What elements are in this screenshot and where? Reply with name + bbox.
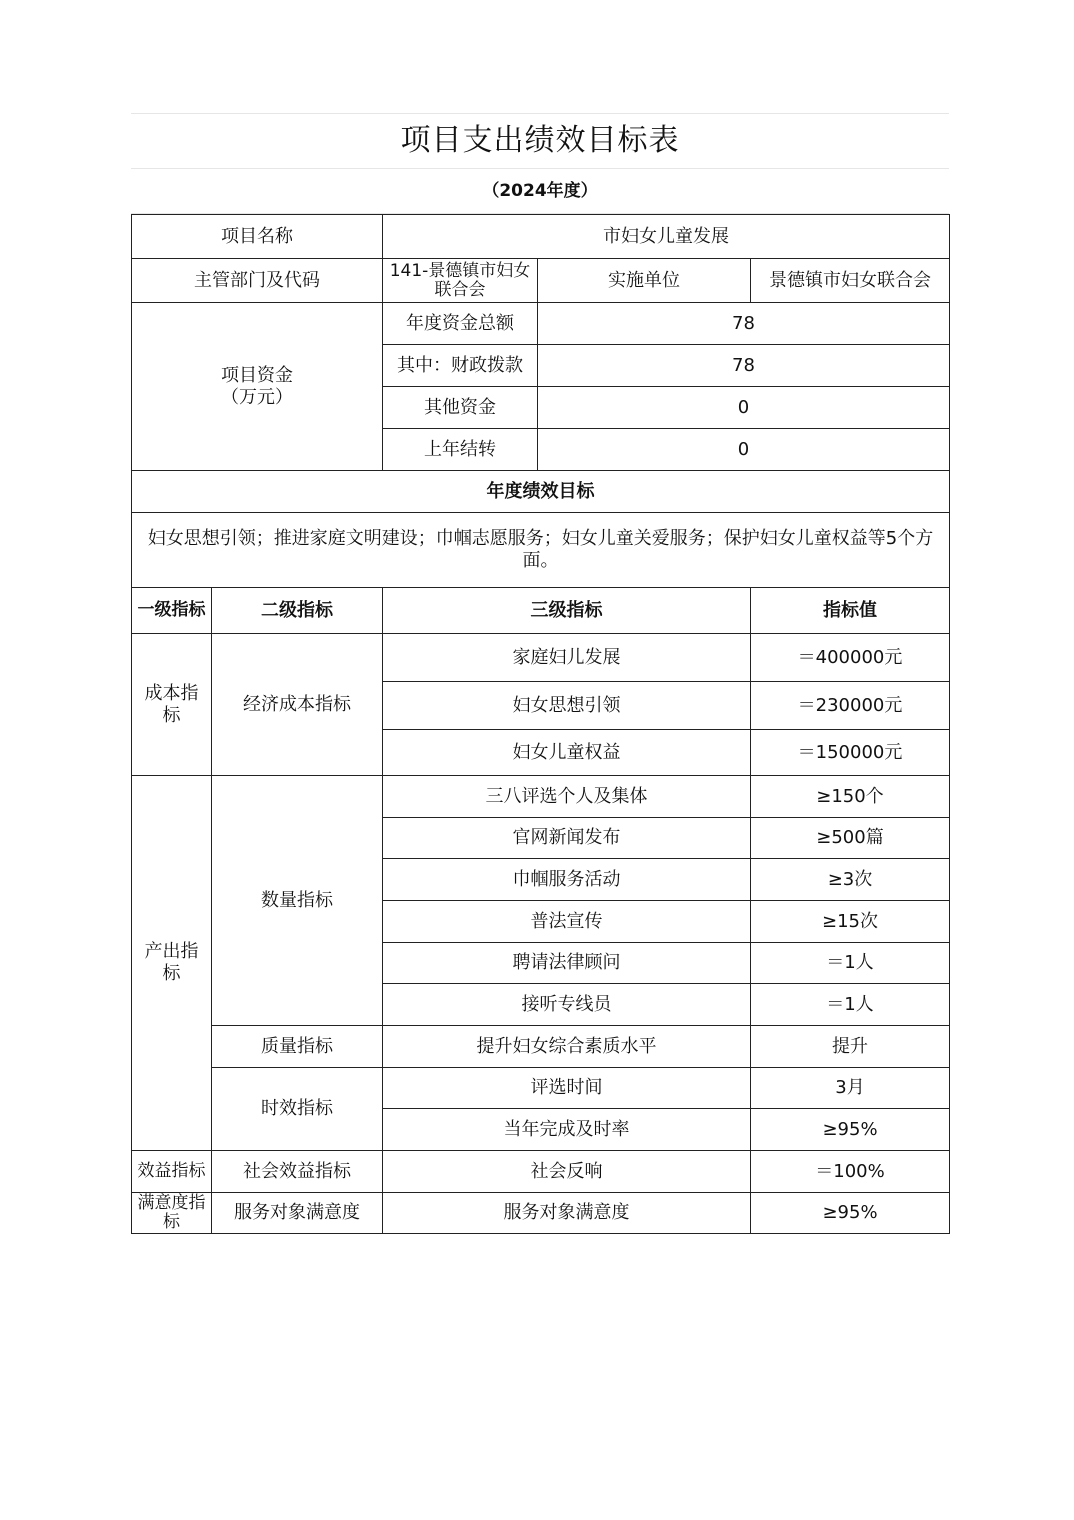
dept-label: 主管部门及代码 bbox=[132, 259, 383, 303]
goal-header: 年度绩效目标 bbox=[132, 471, 950, 513]
table-row bbox=[132, 1151, 950, 1193]
indicator-value: ≥15次 bbox=[751, 901, 950, 943]
goal-text: 妇女思想引领；推进家庭文明建设；巾帼志愿服务；妇女儿童关爱服务；保护妇女儿童权益等5个方面。 bbox=[132, 513, 950, 588]
header-level2: 二级指标 bbox=[212, 588, 383, 634]
fund-item-value: 78 bbox=[538, 345, 950, 387]
output-level1: 产出指标 bbox=[132, 776, 212, 1151]
indicator-value: ＝1人 bbox=[751, 984, 950, 1026]
indicator-name: 妇女思想引领 bbox=[383, 682, 751, 730]
fund-item-value: 0 bbox=[538, 429, 950, 471]
goal-header-row bbox=[132, 471, 950, 513]
indicator-value: ＝150000元 bbox=[751, 730, 950, 776]
indicator-name: 官网新闻发布 bbox=[383, 818, 751, 859]
project-name-row bbox=[132, 215, 950, 259]
indicator-value: ≥95% bbox=[751, 1109, 950, 1151]
indicator-name: 提升妇女综合素质水平 bbox=[383, 1026, 751, 1068]
satisfaction-level1: 满意度指标 bbox=[132, 1193, 212, 1234]
indicator-value: 提升 bbox=[751, 1026, 950, 1068]
table-row bbox=[132, 1193, 950, 1234]
fund-item-label: 年度资金总额 bbox=[383, 303, 538, 345]
page-title: 项目支出绩效目标表 bbox=[131, 113, 949, 169]
fund-item-value: 78 bbox=[538, 303, 950, 345]
timeliness-level2: 时效指标 bbox=[212, 1068, 383, 1151]
table-row bbox=[132, 776, 950, 818]
header-value: 指标值 bbox=[751, 588, 950, 634]
indicator-name: 评选时间 bbox=[383, 1068, 751, 1109]
indicator-value: ≥95% bbox=[751, 1193, 950, 1234]
quality-level2: 质量指标 bbox=[212, 1026, 383, 1068]
impl-value: 景德镇市妇女联合会 bbox=[751, 259, 950, 303]
indicator-name: 家庭妇儿发展 bbox=[383, 634, 751, 682]
indicator-name: 社会反响 bbox=[383, 1151, 751, 1193]
indicator-value: ≥3次 bbox=[751, 859, 950, 901]
indicator-name: 聘请法律顾问 bbox=[383, 943, 751, 984]
indicator-name: 服务对象满意度 bbox=[383, 1193, 751, 1234]
fund-label-line2: （万元） bbox=[221, 386, 293, 408]
dept-value: 141-景德镇市妇女联合会 bbox=[383, 259, 538, 303]
indicator-value: ≥150个 bbox=[751, 776, 950, 818]
header-level1: 一级指标 bbox=[132, 588, 212, 634]
indicator-value: ＝400000元 bbox=[751, 634, 950, 682]
indicator-value: ＝100% bbox=[751, 1151, 950, 1193]
table-row bbox=[132, 1026, 950, 1068]
header-level3: 三级指标 bbox=[383, 588, 751, 634]
indicator-name: 三八评选个人及集体 bbox=[383, 776, 751, 818]
fund-row bbox=[132, 303, 950, 345]
table-row bbox=[132, 634, 950, 682]
indicator-value: ＝230000元 bbox=[751, 682, 950, 730]
performance-target-sheet bbox=[131, 113, 949, 1234]
benefit-level2: 社会效益指标 bbox=[212, 1151, 383, 1193]
cost-level1: 成本指标 bbox=[132, 634, 212, 776]
satisfaction-level2: 服务对象满意度 bbox=[212, 1193, 383, 1234]
indicator-value: ≥500篇 bbox=[751, 818, 950, 859]
indicator-name: 当年完成及时率 bbox=[383, 1109, 751, 1151]
impl-label: 实施单位 bbox=[538, 259, 751, 303]
fund-label-line1: 项目资金 bbox=[221, 364, 293, 386]
cost-level2: 经济成本指标 bbox=[212, 634, 383, 776]
fiscal-year: （2024年度） bbox=[131, 169, 949, 214]
fund-label bbox=[132, 303, 383, 471]
target-table bbox=[131, 214, 950, 1234]
fund-item-label: 上年结转 bbox=[383, 429, 538, 471]
indicator-value: ＝1人 bbox=[751, 943, 950, 984]
project-name-value: 市妇女儿童发展 bbox=[383, 215, 950, 259]
fund-item-label: 其他资金 bbox=[383, 387, 538, 429]
indicator-name: 妇女儿童权益 bbox=[383, 730, 751, 776]
indicator-name: 接听专线员 bbox=[383, 984, 751, 1026]
table-row bbox=[132, 1068, 950, 1109]
project-name-label: 项目名称 bbox=[132, 215, 383, 259]
fund-item-label: 其中：财政拨款 bbox=[383, 345, 538, 387]
indicator-value: 3月 bbox=[751, 1068, 950, 1109]
goal-text-row bbox=[132, 513, 950, 588]
quantity-level2: 数量指标 bbox=[212, 776, 383, 1026]
fund-item-value: 0 bbox=[538, 387, 950, 429]
indicator-name: 巾帼服务活动 bbox=[383, 859, 751, 901]
benefit-level1: 效益指标 bbox=[132, 1151, 212, 1193]
indicator-header-row bbox=[132, 588, 950, 634]
indicator-name: 普法宣传 bbox=[383, 901, 751, 943]
dept-row bbox=[132, 259, 950, 303]
